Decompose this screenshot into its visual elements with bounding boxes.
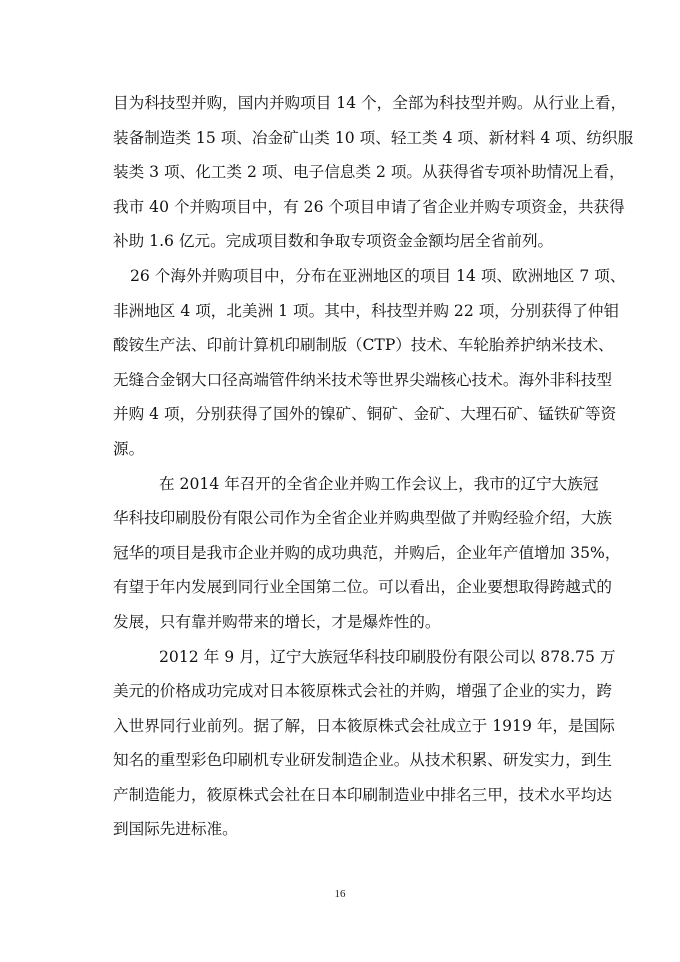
paragraph-4	[113, 640, 616, 848]
paragraph-line: 华科技印刷股份有限公司作为全省企业并购典型做了并购经验介绍，大族	[113, 509, 613, 528]
paragraph-line: 发展，只有靠并购带来的增长，才是爆炸性的。	[113, 612, 441, 631]
paragraph-line: 美元的价格成功完成对日本筱原株式会社的并购，增强了企业的实力，跨	[113, 682, 613, 701]
paragraph-line: 装备制造类 15 项、冶金矿山类 10 项、轻工类 4 项、新材料 4 项、纺织服	[113, 128, 634, 147]
paragraph-line: 源。	[113, 439, 145, 458]
paragraph-line: 目为科技型并购，国内并购项目 14 个，全部为科技型并购。从行业上看，	[113, 94, 627, 112]
paragraph-line: 酸铵生产法、印前计算机印刷制版（CTP）技术、车轮胎养护纳米技术、	[113, 336, 614, 355]
paragraph-line: 到国际先进标准。	[113, 820, 238, 839]
paragraph-line: 冠华的项目是我市企业并购的成功典范，并购后，企业年产值增加 35%，	[113, 543, 621, 562]
paragraph-line: 非洲地区 4 项，北美洲 1 项。其中，科技型并购 22 项，分别获得了仲钼	[113, 301, 620, 320]
paragraph-line: 有望于年内发展到同行业全国第二位。可以看出，企业要想取得跨越式的	[113, 578, 613, 597]
paragraph-3	[113, 467, 621, 640]
paragraph-2	[113, 259, 626, 467]
paragraph-line: 在 2014 年召开的全省企业并购工作会议上，我市的辽宁大族冠	[159, 474, 599, 493]
paragraph-line: 我市 40 个并购项目中，有 26 个项目申请了省企业并购专项资金，共获得	[113, 197, 625, 216]
paragraph-line: 并购 4 项，分别获得了国外的镍矿、铜矿、金矿、大理石矿、锰铁矿等资	[113, 405, 617, 424]
paragraph-line: 2012 年 9 月，辽宁大族冠华科技印刷股份有限公司以 878.75 万	[159, 647, 616, 666]
paragraph-line: 入世界同行业前列。据了解，日本筱原株式会社成立于 1919 年，是国际	[113, 716, 615, 735]
page-number: 16	[334, 888, 346, 900]
paragraph-line: 无缝合金钢大口径高端管件纳米技术等世界尖端核心技术。海外非科技型	[113, 370, 613, 389]
body-text	[113, 86, 634, 847]
paragraph-line: 产制造能力，筱原株式会社在日本印刷制造业中排名三甲，技术水平均达	[113, 785, 613, 804]
paragraph-line: 补助 1.6 亿元。完成项目数和争取专项资金金额均居全省前列。	[113, 232, 554, 251]
paragraph-1	[113, 86, 634, 259]
paragraph-line: 装类 3 项、化工类 2 项、电子信息类 2 项。从获得省专项补助情况上看，	[113, 163, 625, 182]
paragraph-line: 知名的重型彩色印刷机专业研发制造企业。从技术积累、研发实力，到生	[113, 751, 613, 770]
paragraph-line: 26 个海外并购项目中，分布在亚洲地区的项目 14 项、欧洲地区 7 项、	[130, 266, 626, 285]
